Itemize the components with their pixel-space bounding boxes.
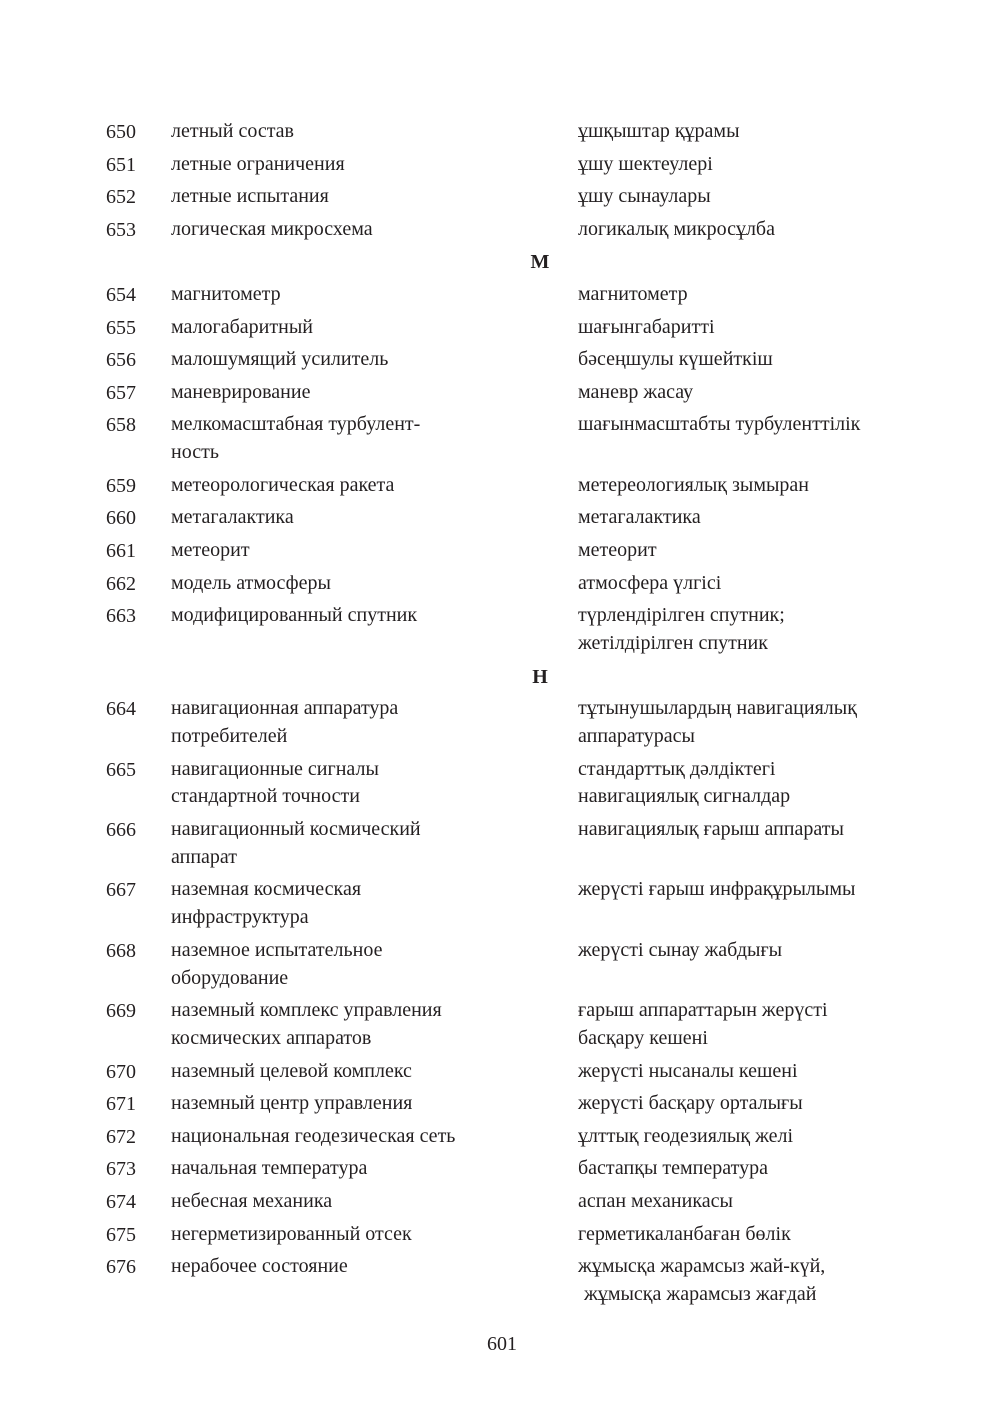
kazakh-term-line: бастапқы температура [578,1157,768,1180]
russian-term [171,346,531,374]
kazakh-term [578,876,938,904]
kazakh-term-line: ғарыш аппараттарын жерүсті [578,999,828,1022]
russian-term [171,876,531,932]
entry-number: 654 [106,284,136,306]
glossary-entry [0,937,1004,997]
russian-term [171,118,531,146]
kazakh-term-line: ұшу сынаулары [578,185,711,208]
kazakh-term [578,937,938,965]
kazakh-term [578,816,938,844]
glossary-entry [0,756,1004,816]
russian-term-line: негерметизированный отсек [171,1222,412,1245]
kazakh-term [578,472,938,500]
russian-term-line: навигационные сигналы [171,757,379,780]
russian-term-line: метеорологическая ракета [171,473,395,496]
kazakh-term-line: жерүсті басқару орталығы [578,1092,803,1115]
entry-number: 663 [106,605,136,628]
russian-term-line: инфраструктура [171,906,309,929]
kazakh-term [578,570,938,598]
kazakh-term [578,1090,938,1118]
russian-term [171,1221,531,1249]
russian-term-line: малогабаритный [171,315,313,338]
kazakh-term [578,1155,938,1183]
kazakh-term [578,314,938,342]
russian-term-line: национальная геодезическая сеть [171,1124,456,1147]
russian-term-line: небесная механика [171,1190,333,1212]
glossary-entry [0,1253,1004,1313]
russian-term-line: мелкомасштабная турбулент- [171,413,421,436]
russian-term [171,756,531,812]
section-letter: Н [532,665,548,688]
russian-term [171,411,531,467]
russian-term-line: логическая микросхема [171,217,373,240]
russian-term-line: модифицированный спутник [171,604,418,627]
entry-number: 669 [106,1000,136,1023]
kazakh-term-line: ұлттық геодезиялық желі [578,1124,794,1147]
glossary-entry [0,876,1004,936]
kazakh-term [578,346,938,374]
russian-term [171,997,531,1053]
russian-term-line: наземная космическая [171,878,362,901]
kazakh-term-line: аппаратурасы [578,724,695,747]
kazakh-term-line: навигациялық ғарыш аппараты [578,818,844,840]
glossary-entry [0,695,1004,755]
russian-term-line: космических аппаратов [171,1026,372,1049]
russian-term-line: метеорит [171,539,250,561]
russian-term-line: ность [171,441,219,464]
entry-number: 666 [106,819,136,841]
russian-term-line: летный состав [171,120,294,142]
russian-term [171,472,531,500]
russian-term-line: наземный целевой комплекс [171,1059,412,1082]
kazakh-term [578,216,938,244]
russian-term-line: потребителей [171,724,288,747]
entry-number: 652 [106,186,136,209]
russian-term [171,1253,531,1281]
kazakh-term-line: жерүсті ғарыш инфрақұрылымы [578,878,856,901]
russian-term [171,570,531,598]
entry-number: 665 [106,758,136,781]
kazakh-term-line: навигациялық сигналдар [578,785,791,808]
glossary-entry [0,997,1004,1057]
russian-term-line: магнитометр [171,283,281,305]
kazakh-term [578,997,938,1053]
kazakh-term [578,602,938,658]
entry-number: 658 [106,414,136,437]
kazakh-term [578,537,938,565]
entry-number: 673 [106,1158,136,1181]
entry-number: 661 [106,540,136,562]
russian-term [171,537,531,565]
kazakh-term [578,695,938,751]
russian-term-line: наземный комплекс управления [171,999,442,1022]
kazakh-term-line: аспан механикасы [578,1190,733,1212]
kazakh-term [578,411,938,439]
russian-term [171,1058,531,1086]
glossary-entry [0,602,1004,662]
entry-number: 664 [106,698,136,721]
russian-term-line: наземное испытательное [171,938,383,961]
russian-term [171,281,531,309]
page-number: 601 [487,1333,517,1355]
russian-term [171,151,531,179]
russian-term [171,1155,531,1183]
entry-number: 650 [106,121,136,143]
kazakh-term-line: жұмысқа жарамсыз жай-күй, [578,1255,826,1278]
kazakh-term-line: жетілдірілген спутник [578,631,768,654]
entry-number: 671 [106,1093,136,1116]
russian-term-line: метагалактика [171,506,294,529]
russian-term [171,1188,531,1216]
kazakh-term-line: түрлендірілген спутник; [578,604,785,627]
entry-number: 668 [106,939,136,962]
kazakh-term-line: жерүсті нысаналы кешені [578,1059,798,1082]
entry-number: 670 [106,1060,136,1083]
russian-term [171,816,531,872]
russian-term-line: оборудование [171,966,289,989]
kazakh-term-line: метереологиялық зымыран [578,473,809,496]
glossary-entry [0,816,1004,876]
russian-term-line: аппарат [171,845,237,868]
russian-term-line: модель атмосферы [171,571,331,594]
kazakh-term-line: герметикаланбаған бөлік [578,1222,791,1245]
russian-term-line: начальная температура [171,1157,368,1180]
kazakh-term-line: маневр жасау [578,380,694,403]
kazakh-term [578,504,938,532]
russian-term [171,1123,531,1151]
kazakh-term-line: тұтынушылардың навигациялық [578,697,857,720]
russian-term [171,602,531,630]
entry-number: 667 [106,879,136,902]
russian-term [171,183,531,211]
kazakh-term-line: шағынмасштабты турбуленттілік [578,413,861,436]
kazakh-term-line: ұшу шектеулері [578,152,713,175]
russian-term [171,314,531,342]
kazakh-term-line: басқару кешені [578,1026,708,1049]
kazakh-term [578,281,938,309]
entry-number: 656 [106,349,136,372]
russian-term [171,695,531,751]
russian-term-line: летные ограничения [171,152,345,175]
kazakh-term [578,756,938,812]
kazakh-term [578,183,938,211]
glossary-entry [0,411,1004,471]
russian-term-line: маневрирование [171,380,311,403]
kazakh-term-line: стандарттық дәлдіктегі [578,757,776,780]
entry-number: 659 [106,474,136,497]
entry-number: 662 [106,572,136,595]
kazakh-term-line: жұмысқа жарамсыз жағдай [584,1282,817,1305]
kazakh-term-line: логикалық микросұлба [578,217,775,240]
kazakh-term-line: шағынгабаритті [578,315,715,338]
russian-term-line: навигационная аппаратура [171,697,399,720]
entry-number: 672 [106,1125,136,1148]
russian-term [171,504,531,532]
russian-term-line: стандартной точности [171,785,360,808]
kazakh-term [578,118,938,146]
kazakh-term [578,379,938,407]
kazakh-term [578,1058,938,1086]
russian-term-line: малошумящий усилитель [171,348,389,371]
entry-number: 655 [106,316,136,339]
kazakh-term-line: метагалактика [578,506,701,529]
entry-number: 651 [106,153,136,176]
russian-term-line: летные испытания [171,185,329,208]
kazakh-term-line: магнитометр [578,283,688,305]
russian-term-line: нерабочее состояние [171,1255,348,1278]
russian-term [171,379,531,407]
russian-term-line: навигационный космический [171,818,421,840]
entry-number: 653 [106,218,136,241]
kazakh-term [578,1221,938,1249]
kazakh-term-line: атмосфера үлгісі [578,571,722,594]
entry-number: 676 [106,1256,136,1279]
russian-term [171,216,531,244]
kazakh-term [578,1123,938,1151]
section-letter: М [530,251,550,274]
kazakh-term-line: жерүсті сынау жабдығы [578,938,783,961]
kazakh-term-line: метеорит [578,539,657,561]
entry-number: 675 [106,1223,136,1246]
kazakh-term-line: ұшқыштар құрамы [578,120,740,142]
russian-term [171,937,531,993]
russian-term-line: наземный центр управления [171,1092,413,1115]
kazakh-term [578,1188,938,1216]
entry-number: 660 [106,507,136,530]
entry-number: 657 [106,381,136,404]
russian-term [171,1090,531,1118]
kazakh-term-line: бәсеңшулы күшейткіш [578,348,773,371]
kazakh-term [578,151,938,179]
kazakh-term [578,1253,938,1309]
entry-number: 674 [106,1191,136,1213]
